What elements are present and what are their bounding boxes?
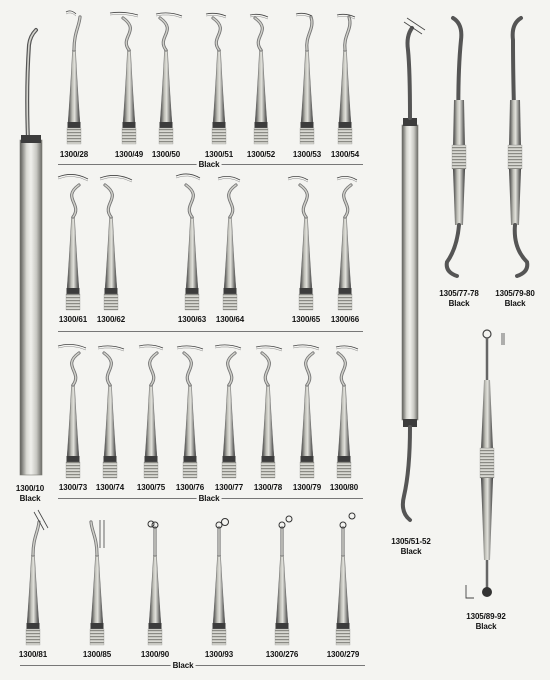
instrument-drawing xyxy=(300,353,314,478)
instrument-drawing xyxy=(66,353,80,478)
pair-instrument-shank xyxy=(453,169,465,225)
instrument-drawing xyxy=(254,18,268,144)
pair-instrument-shank xyxy=(509,100,521,150)
label-row3-code: 1300/74 xyxy=(95,483,125,492)
tip-detail-sketch xyxy=(148,521,154,527)
instrument-drawing xyxy=(159,18,173,144)
tip-detail-sketch xyxy=(250,16,268,19)
label-row3-code: 1300/73 xyxy=(58,483,88,492)
instrument-drawing xyxy=(338,185,352,310)
tip-detail-sketch xyxy=(256,348,282,351)
ball-instrument-tip-bottom xyxy=(482,587,492,597)
pair-instrument-tip-bottom xyxy=(515,225,528,276)
tip-detail-sketch xyxy=(404,18,425,34)
tip-detail-sketch xyxy=(215,347,241,350)
label-row2-code: 1300/64 xyxy=(215,315,245,324)
instrument-drawing xyxy=(103,353,117,478)
double-instrument-tip-bottom xyxy=(403,427,410,520)
label-row1-code: 1300/51 xyxy=(204,150,234,159)
row2-rule xyxy=(58,331,363,332)
label-row1-code: 1300/28 xyxy=(59,150,89,159)
label-row4-code: 1300/85 xyxy=(82,650,112,659)
label-row4-code: 1300/279 xyxy=(326,650,360,659)
long-instrument-collar xyxy=(21,135,41,143)
instrument-drawing xyxy=(223,185,237,310)
tip-detail-sketch xyxy=(218,178,240,182)
instrument-drawing xyxy=(299,185,313,310)
label-ball-finish: Black xyxy=(475,622,497,631)
tip-detail-sketch xyxy=(288,176,308,180)
tip-detail-sketch xyxy=(177,348,203,351)
label-long-finish: Black xyxy=(19,494,41,503)
label-pair-code: 1305/77-78 xyxy=(439,289,479,298)
ball-instrument-tip-top xyxy=(483,330,491,338)
instrument-drawing xyxy=(185,185,199,310)
tip-detail-sketch xyxy=(222,519,229,526)
tip-detail-sketch xyxy=(337,176,357,180)
tip-detail-sketch xyxy=(66,13,76,16)
pair-instrument-shank xyxy=(509,169,521,225)
tip-detail-sketch xyxy=(286,516,292,522)
instrument-drawing xyxy=(222,353,236,478)
label-row2-code: 1300/63 xyxy=(177,315,207,324)
tip-detail-sketch xyxy=(139,347,163,350)
label-row3-code: 1300/75 xyxy=(136,483,166,492)
pair-instrument-handle xyxy=(508,145,522,169)
tip-detail-sketch xyxy=(100,520,104,548)
ball-instrument-shank xyxy=(481,478,493,560)
tip-detail-sketch xyxy=(288,178,308,182)
double-instrument-handle xyxy=(402,125,418,420)
label-row3-finish: Black xyxy=(198,494,220,503)
instrument-drawing xyxy=(337,353,351,478)
instrument-drawing xyxy=(26,522,40,645)
pair-instrument-shank xyxy=(453,100,465,150)
label-row2-code: 1300/62 xyxy=(96,315,126,324)
instrument-drawing xyxy=(212,18,226,144)
instrument-drawing xyxy=(275,522,289,645)
label-ball-code: 1305/89-92 xyxy=(466,612,506,621)
label-row1-code: 1300/49 xyxy=(114,150,144,159)
double-instrument-tip-top xyxy=(408,28,413,118)
tip-detail-sketch xyxy=(293,347,319,350)
label-row1-code: 1300/52 xyxy=(246,150,276,159)
label-row2-code: 1300/66 xyxy=(330,315,360,324)
instrument-drawing xyxy=(338,17,352,144)
label-row3-code: 1300/79 xyxy=(292,483,322,492)
pair-instrument-tip-bottom xyxy=(447,225,459,276)
label-long-code: 1300/10 xyxy=(15,484,45,493)
tip-detail-sketch xyxy=(218,176,240,180)
label-row1-code: 1300/50 xyxy=(151,150,181,159)
instrument-drawing xyxy=(261,353,275,478)
label-row1-code: 1300/53 xyxy=(292,150,322,159)
tip-detail-sketch xyxy=(58,346,86,350)
instrument-drawing xyxy=(300,17,314,144)
tip-detail-sketch xyxy=(337,16,355,19)
label-row2-code: 1300/65 xyxy=(291,315,321,324)
instrument-drawing xyxy=(90,522,104,645)
label-row3-code: 1300/78 xyxy=(253,483,283,492)
tip-detail-sketch xyxy=(34,510,48,530)
pair-instrument-handle xyxy=(452,145,466,169)
label-row1-finish: Black xyxy=(198,160,220,169)
ball-instrument-handle xyxy=(480,448,494,478)
tip-detail-sketch xyxy=(336,348,358,351)
instrument-drawing xyxy=(212,522,226,645)
label-row4-code: 1300/276 xyxy=(265,650,299,659)
instrument-drawing xyxy=(148,522,162,645)
label-pair-code: 1305/79-80 xyxy=(495,289,535,298)
label-double-code: 1305/51-52 xyxy=(391,537,431,546)
tip-detail-sketch xyxy=(337,178,357,182)
tip-detail-sketch xyxy=(98,348,124,351)
label-row3-code: 1300/76 xyxy=(175,483,205,492)
instrument-drawing xyxy=(183,353,197,478)
tip-detail-sketch xyxy=(349,513,355,519)
instrument-drawing xyxy=(66,185,80,310)
label-double-finish: Black xyxy=(400,547,422,556)
instrument-drawing xyxy=(144,353,158,478)
instrument-drawing xyxy=(336,522,350,645)
ball-instrument-shank xyxy=(481,380,493,450)
label-row4-code: 1300/81 xyxy=(18,650,48,659)
instrument-drawing xyxy=(104,185,118,310)
label-row3-code: 1300/80 xyxy=(329,483,359,492)
label-row4-code: 1300/93 xyxy=(204,650,234,659)
label-pair-finish: Black xyxy=(504,299,526,308)
tip-detail-sketch xyxy=(110,14,138,17)
tip-detail-sketch xyxy=(58,344,86,348)
label-row4-finish: Black xyxy=(172,661,194,670)
label-row4-code: 1300/90 xyxy=(140,650,170,659)
label-row1-code: 1300/54 xyxy=(330,150,360,159)
label-pair-finish: Black xyxy=(448,299,470,308)
tip-detail-sketch xyxy=(466,585,474,598)
tip-detail-sketch xyxy=(502,333,504,345)
instrument-drawing xyxy=(67,17,81,144)
instrument-drawing xyxy=(122,18,136,144)
label-row3-code: 1300/77 xyxy=(214,483,244,492)
long-instrument-handle xyxy=(20,140,42,475)
tip-detail-sketch xyxy=(206,15,226,18)
label-row2-code: 1300/61 xyxy=(58,315,88,324)
